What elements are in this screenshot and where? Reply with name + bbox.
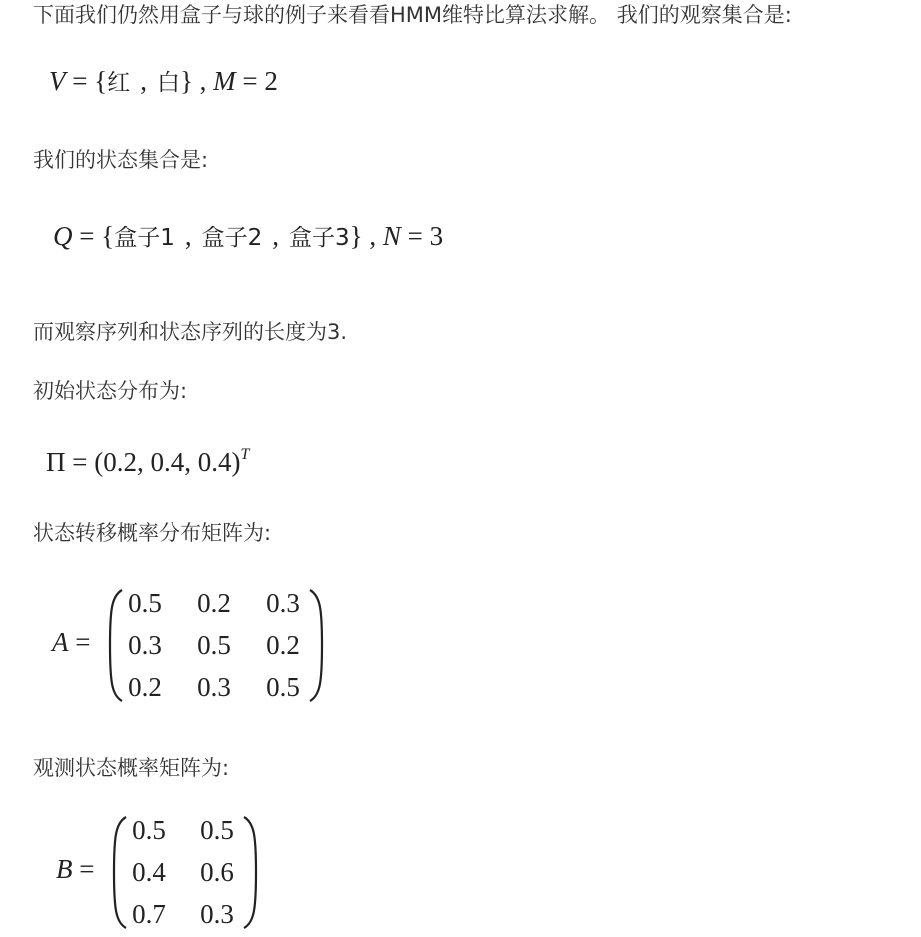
matrix-cell: 0.5 bbox=[266, 672, 300, 702]
initial-dist-values: (0.2, 0.4, 0.4) bbox=[94, 447, 241, 477]
state-count-var: N bbox=[382, 221, 401, 251]
state-set-lhs: Q bbox=[53, 221, 73, 251]
matrix-cell: 0.6 bbox=[200, 857, 234, 887]
initial-dist-lhs: Π bbox=[46, 447, 66, 477]
matrix-cell: 0.7 bbox=[132, 899, 166, 929]
matrix-cell: 0.3 bbox=[197, 672, 231, 702]
state-set-label: 我们的状态集合是: bbox=[33, 148, 209, 172]
matrix-cell: 0.2 bbox=[197, 588, 231, 618]
emission-label: 观测状态概率矩阵为: bbox=[33, 756, 230, 780]
matrix-cell: 0.2 bbox=[128, 672, 162, 702]
matrix-cell: 0.5 bbox=[197, 630, 231, 660]
initial-dist-formula: Π = (0.2, 0.4, 0.4)$^T$ bbox=[46, 446, 250, 477]
matrix-cell: 0.3 bbox=[128, 630, 162, 660]
state-item: 盒子2 bbox=[201, 225, 263, 251]
state-count-val: 3 bbox=[429, 221, 444, 251]
intro-text: 下面我们仍然用盒子与球的例子来看看HMM维特比算法求解。 我们的观察集合是: bbox=[33, 3, 792, 27]
state-item: 盒子1 bbox=[114, 225, 175, 251]
state-set-formula: Q = {盒子1 , 盒子2 , 盒子3} , N = 3 bbox=[53, 221, 444, 251]
matrix-cell: 0.5 bbox=[132, 815, 166, 845]
observation-count-var: M bbox=[213, 66, 236, 96]
right-paren bbox=[308, 588, 324, 703]
matrix-cell: 0.3 bbox=[266, 588, 300, 618]
transition-label: 状态转移概率分布矩阵为: bbox=[33, 521, 272, 545]
matrix-cell: 0.5 bbox=[128, 588, 162, 618]
observation-count-val: 2 bbox=[264, 66, 278, 96]
matrix-cell: 0.4 bbox=[132, 857, 166, 887]
transition-matrix-lhs: A = bbox=[52, 627, 91, 657]
sequence-length-text: 而观察序列和状态序列的长度为3. bbox=[33, 320, 348, 344]
observation-set-lhs: V bbox=[49, 66, 66, 96]
observation-item: 白 bbox=[156, 70, 180, 96]
matrix-cell: 0.2 bbox=[266, 630, 300, 660]
matrix-cell: 0.5 bbox=[200, 815, 234, 845]
initial-dist-label: 初始状态分布为: bbox=[33, 379, 188, 403]
observation-set-formula: V = {红 , 白} , M = 2 bbox=[49, 66, 278, 96]
observation-item: 红 bbox=[107, 70, 131, 96]
transpose-sup: T bbox=[240, 446, 250, 463]
state-item: 盒子3 bbox=[288, 225, 350, 251]
right-paren bbox=[242, 815, 258, 930]
emission-matrix-lhs: B = bbox=[56, 854, 95, 884]
matrix-cell: 0.3 bbox=[200, 899, 234, 929]
